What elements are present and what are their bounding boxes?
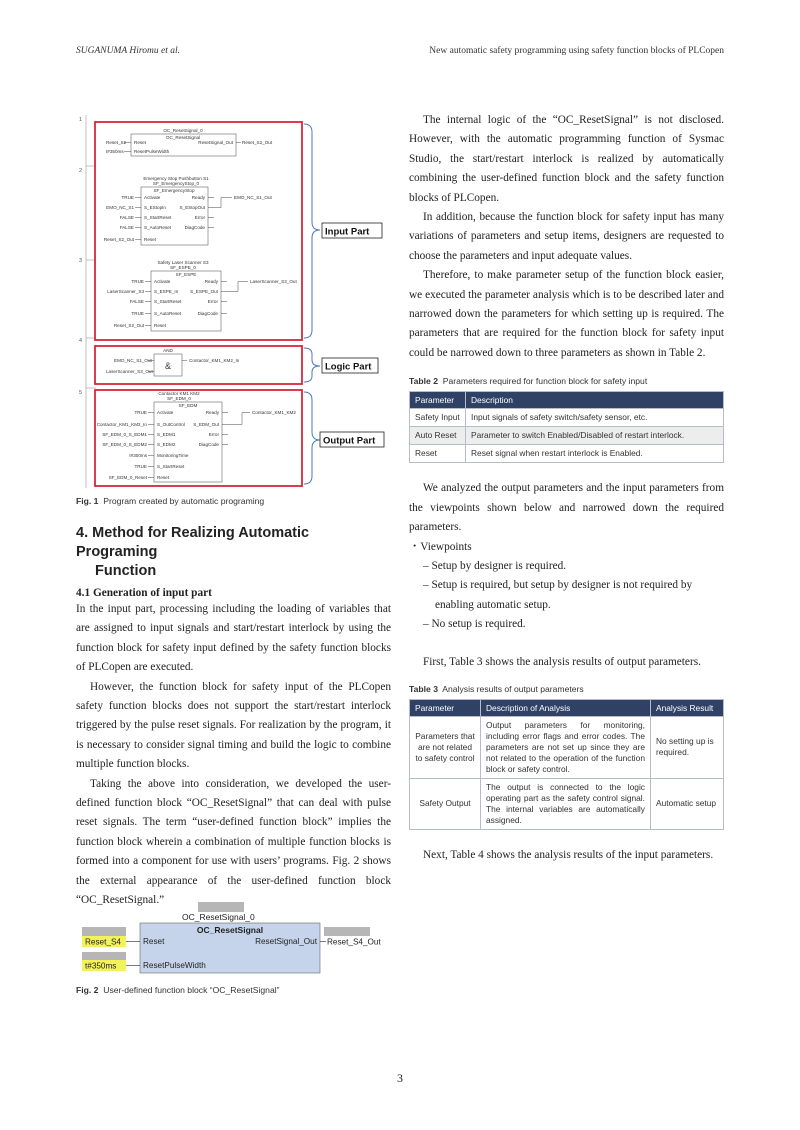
svg-text:FALSE: FALSE (119, 215, 134, 220)
svg-text:Activate: Activate (157, 410, 174, 415)
svg-text:SF_EmergencyStop: SF_EmergencyStop (153, 188, 195, 193)
svg-text:SF_EmergencyStop_0: SF_EmergencyStop_0 (152, 181, 200, 186)
svg-text:EMO_NC_S1: EMO_NC_S1 (106, 205, 134, 210)
svg-text:Error: Error (194, 215, 205, 220)
svg-text:S_StartReset: S_StartReset (154, 299, 182, 304)
svg-text:Safety Laser Scanner S3: Safety Laser Scanner S3 (157, 260, 209, 265)
svg-text:S_ESPE_In: S_ESPE_In (154, 289, 179, 294)
paragraph: Next, Table 4 shows the analysis results of the input parameters. (423, 848, 714, 861)
svg-text:Reset_S2_Out: Reset_S2_Out (113, 323, 144, 328)
svg-text:Error: Error (208, 432, 219, 437)
svg-text:LaserScanner_S3_Out: LaserScanner_S3_Out (106, 369, 153, 374)
svg-text:S_OutControl: S_OutControl (157, 422, 185, 427)
figure-2 (76, 900, 396, 976)
input-part-bracket (304, 124, 320, 338)
svg-text:Ready: Ready (204, 279, 218, 284)
svg-text:Emergency Stop Pushbutton S1: Emergency Stop Pushbutton S1 (143, 176, 209, 181)
svg-text:Reset: Reset (134, 140, 147, 145)
fig2-output-var: Reset_S4_Out (327, 937, 381, 947)
svg-text:SF_EDM: SF_EDM (178, 403, 198, 408)
table-header-cell: Description (466, 392, 724, 409)
rung-number: 5 (79, 390, 83, 396)
svg-text:SF_EDM_0_Reset: SF_EDM_0_Reset (108, 475, 147, 480)
svg-text:LaserScanner_S3: LaserScanner_S3 (107, 289, 144, 294)
svg-text:FALSE: FALSE (119, 225, 134, 230)
logic-part-label: Logic Part (325, 361, 372, 373)
output-part-label: Output Part (323, 435, 376, 447)
running-header-authors: SUGANUMA Hiromu et al. (76, 46, 180, 56)
svg-text:DiagCode: DiagCode (198, 442, 219, 447)
table-header-cell: Parameter (410, 699, 481, 716)
table-row: Parameters that are not related to safety control Output parameters for monitoring, including error flags and error codes. The parameters are not set up since they are not related to the operation of the function block or safety control. No setting up is required. (410, 716, 724, 778)
svg-text:Contactor_KM1_KM2_In: Contactor_KM1_KM2_In (96, 422, 147, 427)
table-2 (409, 391, 724, 463)
table-row: Safety Output The output is connected to the logic operating part as the safety control signal. The internal variables are automatically assigned. Automatic setup (410, 778, 724, 829)
table-row: Safety Input Input signals of safety switch/safety sensor, etc. (410, 409, 724, 427)
svg-text:SF_ESPE: SF_ESPE (175, 272, 197, 277)
paragraph: However, the function block for safety input of the PLCopen safety function blocks does not support the start/restart interlock triggered by the pulse reset signals. For realization by the program, it is necessary to consider signal timing and build the logic to combine multiple function blocks. (76, 680, 391, 771)
svg-text:Activate: Activate (154, 279, 171, 284)
svg-text:DiagCode: DiagCode (197, 311, 218, 316)
fig2-instance-name: OC_ResetSignal_0 (182, 912, 255, 922)
svg-text:SF_EDM_0: SF_EDM_0 (167, 396, 191, 401)
subsection-4-1-title: 4.1 Generation of input part (76, 587, 212, 599)
svg-text:FALSE: FALSE (129, 299, 144, 304)
rung-number: 1 (79, 117, 83, 123)
svg-text:Reset_S2_Out: Reset_S2_Out (242, 140, 273, 145)
table-3-caption: Table 3 Analysis results of output parameters (409, 683, 584, 694)
svg-text:S_EDM_Out: S_EDM_Out (193, 422, 219, 427)
rung-number: 3 (79, 258, 83, 264)
svg-text:SF_ESPE_0: SF_ESPE_0 (170, 265, 196, 270)
svg-text:SF_EDM_0_S_EDM2: SF_EDM_0_S_EDM2 (102, 442, 147, 447)
fig2-input-var-pulse: t#350ms (85, 961, 117, 971)
svg-text:S_EStopOut: S_EStopOut (179, 205, 205, 210)
figure-1 (76, 110, 406, 490)
table-header-cell: Parameter (410, 392, 466, 409)
svg-text:ResetSignal_Out: ResetSignal_Out (198, 140, 233, 145)
paragraph: In the input part, processing including the loading of variables that are assigned to input signals and start/restart interlock by using the function block for safety input defined by the safety function blocks of PLCopen are executed. (76, 603, 391, 674)
figure-1-caption: Fig. 1 Program created by automatic programing (76, 496, 265, 506)
fig2-function-block (76, 900, 396, 976)
svg-text:ResetPulseWidth: ResetPulseWidth (134, 149, 170, 154)
svg-text:Reset: Reset (143, 937, 165, 946)
rung-number: 2 (79, 168, 83, 174)
right-column (409, 111, 724, 865)
paragraph: Therefore, to make parameter setup of the function block easier, we executed the parameter analysis which is to be described later and narrowed down the parameters for which setting up is required. The parameters that are required for the function block for safety input could be narrowed down to three parameters as shown in Table 2. (409, 269, 724, 359)
svg-text:ResetPulseWidth: ResetPulseWidth (143, 961, 206, 970)
fig1-rung3-block (107, 260, 297, 331)
fig1-rung2-block (104, 176, 273, 245)
paragraph: In addition, because the function block for safety input has many variations of parameters and setup items, designers are requested to choose the parameters and input adequate values. (409, 211, 724, 262)
svg-text:Ready: Ready (205, 410, 219, 415)
list-item: – Setup is required, but setup by designer is not required by enabling automatic setup. (423, 579, 693, 611)
fig1-rung5-block (97, 391, 297, 482)
svg-text:t#350ms: t#350ms (106, 149, 124, 154)
svg-text:OC_ResetSignal_0: OC_ResetSignal_0 (163, 128, 203, 133)
svg-text:S_AutoReset: S_AutoReset (154, 311, 182, 316)
logic-part-box (95, 346, 302, 384)
svg-text:Contactor KM1 KM2: Contactor KM1 KM2 (158, 391, 200, 396)
paragraph: Taking the above into consideration, we developed the user-defined function block “OC_ResetSignal” that can deal with pulse reset signals. The term “user-defined function block” implies the function block wherein a combination of multiple function blocks is formed into a component for use with users’ programs. Fig. 2 shows the external appearance of the user-defined function block “OC_ResetSignal.” (76, 777, 391, 907)
section-4 (76, 524, 391, 911)
table-2-caption: Table 2 Parameters required for function block for safety input (409, 376, 648, 387)
table-header-cell: Description of Analysis (481, 699, 651, 716)
table-row: Auto Reset Parameter to switch Enabled/Disabled of restart interlock. (410, 427, 724, 445)
svg-text:Contactor_KM1_KM2: Contactor_KM1_KM2 (252, 410, 296, 415)
fig2-block-type: OC_ResetSignal (196, 925, 264, 935)
svg-text:TRUE: TRUE (134, 410, 147, 415)
paragraph: First, Table 3 shows the analysis results of output parameters. (423, 655, 701, 668)
svg-text:Reset: Reset (154, 323, 167, 328)
svg-text:MonitoringTime: MonitoringTime (157, 453, 189, 458)
viewpoints-list (409, 538, 724, 635)
svg-text:Reset_S2_Out: Reset_S2_Out (103, 237, 134, 242)
svg-text:EMO_NC_S1_Out: EMO_NC_S1_Out (114, 358, 152, 363)
fig1-rung4-block (106, 348, 240, 376)
table-row: Reset Reset signal when restart interlock is Enabled. (410, 445, 724, 463)
svg-text:Error: Error (207, 299, 218, 304)
fig2-input-var-reset: Reset_S4 (85, 937, 121, 947)
paragraph: The internal logic of the “OC_ResetSignal” is not disclosed. However, with the automatic programming function of Sysmac Studio, the start/restart interlock is realized by automatically combining the user-defined function block and the safety function blocks of PLCopen. (409, 114, 724, 204)
svg-text:OC_ResetSignal: OC_ResetSignal (165, 135, 201, 140)
svg-text:TRUE: TRUE (131, 279, 144, 284)
table-3 (409, 699, 724, 830)
svg-text:LaserScanner_S3_Out: LaserScanner_S3_Out (250, 279, 297, 284)
paragraph: We analyzed the output parameters and the input parameters from the viewpoints shown below and narrowed down the required parameters. (409, 482, 724, 534)
svg-text:S_EDM2: S_EDM2 (157, 442, 176, 447)
figure-2-caption: Fig. 2 User-defined function block “OC_ResetSignal” (76, 985, 280, 995)
logic-part-bracket (304, 348, 320, 382)
svg-text:Reset: Reset (157, 475, 170, 480)
rung-number: 4 (79, 338, 83, 344)
svg-text:TRUE: TRUE (131, 311, 144, 316)
section-4-title: 4. Method for Realizing Automatic Programing Function (76, 525, 310, 579)
svg-text:S_EDM1: S_EDM1 (157, 432, 176, 437)
table-header-cell: Analysis Result (651, 699, 724, 716)
svg-text:Contactor_KM1_KM2_In: Contactor_KM1_KM2_In (189, 358, 240, 363)
svg-text:Activate: Activate (144, 195, 161, 200)
input-part-label: Input Part (325, 226, 370, 238)
fig1-rung1-block (106, 128, 273, 156)
list-item: – No setup is required. (423, 618, 526, 631)
svg-text:ResetSignal_Out: ResetSignal_Out (255, 937, 317, 946)
svg-text:TRUE: TRUE (121, 195, 134, 200)
svg-text:&: & (164, 361, 172, 371)
svg-text:S_ESPE_Out: S_ESPE_Out (190, 289, 218, 294)
list-item: – Setup by designer is required. (423, 559, 567, 572)
svg-text:Reset_S2: Reset_S2 (106, 140, 127, 145)
svg-text:S_StartReset: S_StartReset (144, 215, 172, 220)
output-part-bracket (304, 392, 320, 484)
running-header-title: New automatic safety programming using safety function blocks of PLCopen (429, 46, 724, 56)
svg-text:S_EStopIn: S_EStopIn (144, 205, 166, 210)
svg-text:AND: AND (163, 348, 173, 353)
fig1-ladder-diagram (76, 110, 406, 490)
page-number: 3 (397, 1071, 403, 1085)
svg-text:Ready: Ready (191, 195, 205, 200)
svg-text:EMO_NC_S1_Out: EMO_NC_S1_Out (234, 195, 272, 200)
svg-text:S_AutoReset: S_AutoReset (144, 225, 172, 230)
viewpoints-title: ・Viewpoints (409, 540, 472, 553)
svg-text:SF_EDM_0_S_EDM1: SF_EDM_0_S_EDM1 (102, 432, 147, 437)
svg-text:S_StartReset: S_StartReset (157, 464, 185, 469)
svg-text:DiagCode: DiagCode (184, 225, 205, 230)
svg-text:t#300ms: t#300ms (129, 453, 147, 458)
svg-text:TRUE: TRUE (134, 464, 147, 469)
svg-text:Reset: Reset (144, 237, 157, 242)
